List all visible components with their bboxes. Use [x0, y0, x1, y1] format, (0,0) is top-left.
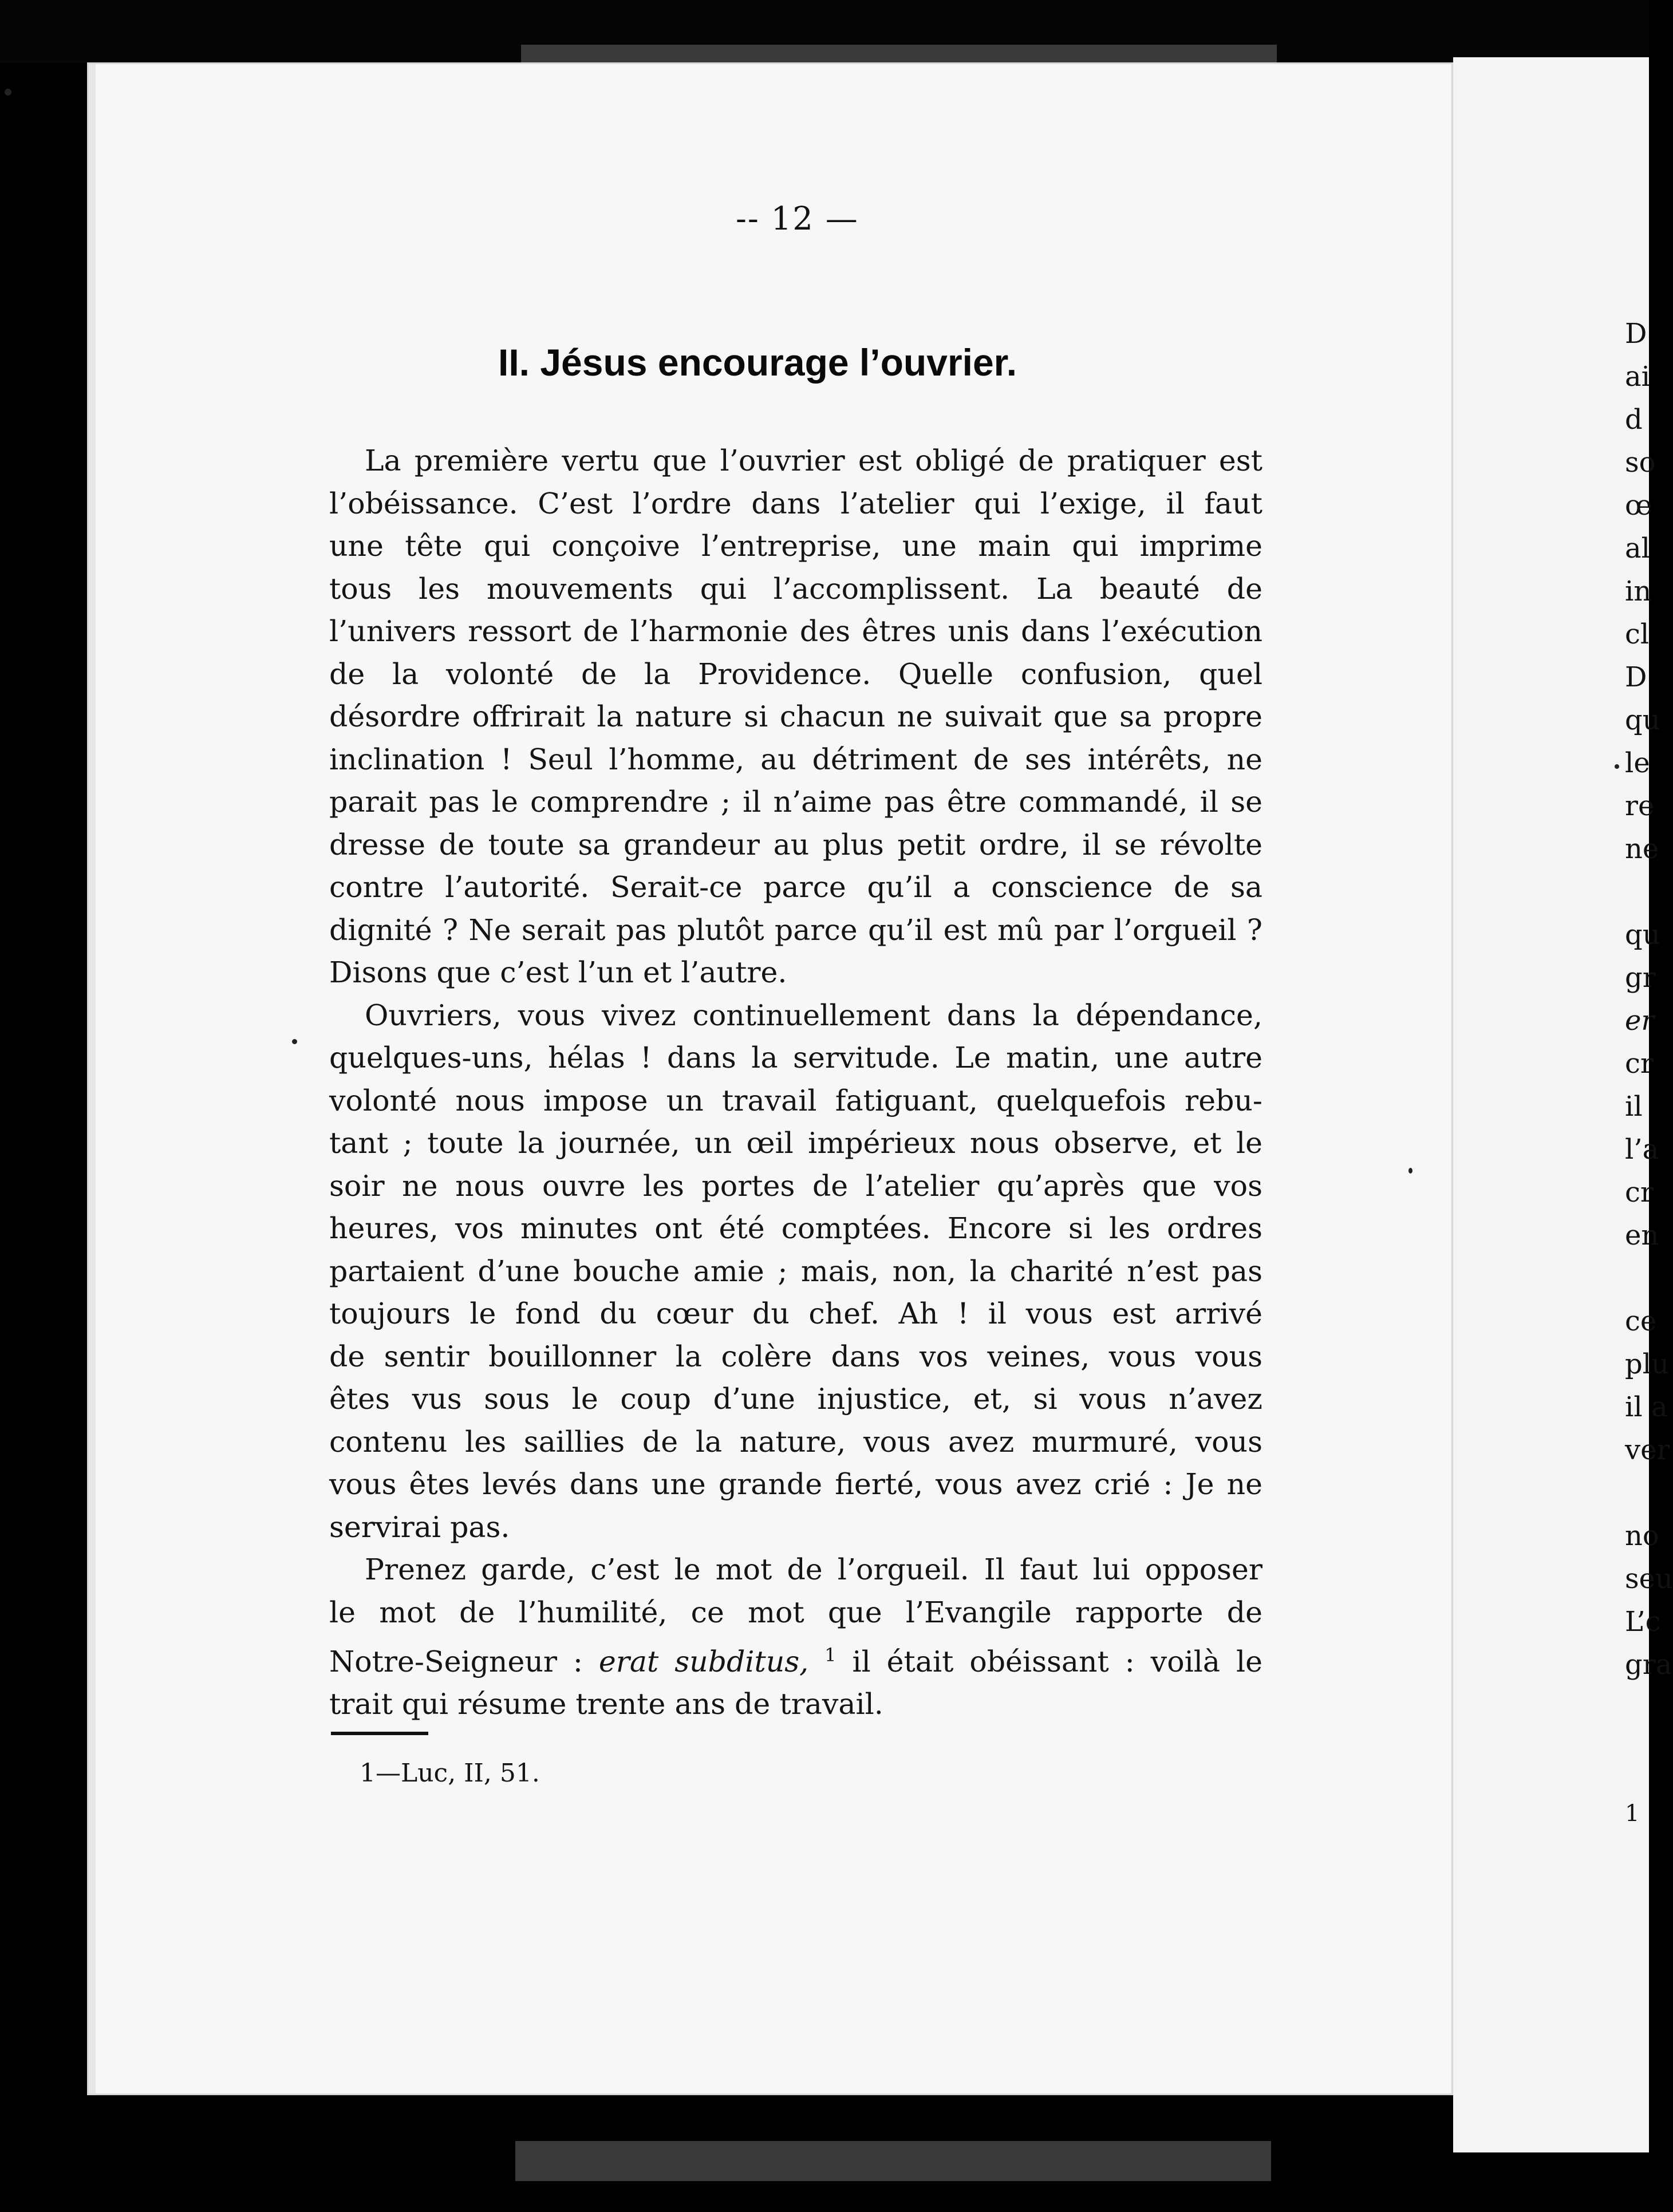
- facing-fragment: D: [1625, 661, 1647, 693]
- page-edge: [89, 64, 96, 2094]
- text-line: tous les mouvements qui l’accomplissent. La beauté de: [329, 571, 1262, 606]
- facing-fragment: œ: [1625, 489, 1652, 522]
- text-line: l’univers ressort de l’harmonie des êtres unis dans l’exécution: [329, 614, 1262, 648]
- text-line: l’obéissance. C’est l’ordre dans l’atelier qui l’exige, il faut: [329, 486, 1262, 520]
- scan-speck: [292, 1039, 297, 1044]
- facing-fragment: seu: [1625, 1563, 1673, 1595]
- text-line: servirai pas.: [329, 1510, 510, 1544]
- text-line: volonté nous impose un travail fatiguant, quelquefois rebu-: [329, 1083, 1262, 1117]
- text-line: soir ne nous ouvre les portes de l’atelier qu’après que vos: [329, 1168, 1262, 1203]
- footnote-rule: [331, 1732, 428, 1735]
- section-heading: II. Jésus encourage l’ouvrier.: [498, 341, 1017, 384]
- paragraph-1: [329, 440, 1262, 994]
- facing-fragment: il a: [1625, 1391, 1668, 1423]
- facing-fragment: plu: [1625, 1348, 1669, 1380]
- facing-fragment: l’a: [1625, 1133, 1659, 1166]
- page-number: -- 12 —: [736, 200, 859, 238]
- facing-fragment: er: [1625, 1005, 1655, 1037]
- facing-fragment: D: [1625, 318, 1647, 350]
- facing-fragment: gr: [1625, 962, 1656, 994]
- text-line: contre l’autorité. Serait-ce parce qu’il a conscience de sa: [329, 870, 1262, 904]
- text-line: partaient d’une bouche amie ; mais, non, la charité n’est pas: [329, 1254, 1262, 1288]
- text-line: contenu les saillies de la nature, vous avez murmuré, vous: [329, 1424, 1262, 1459]
- text-line: Prenez garde, c’est le mot de l’orgueil. Il faut lui opposer: [365, 1553, 1262, 1586]
- facing-fragment: gra: [1625, 1649, 1672, 1681]
- text-line: quelques-uns, hélas ! dans la servitude. Le matin, une autre: [329, 1041, 1262, 1075]
- facing-fragment: il: [1625, 1091, 1643, 1123]
- text-line: parait pas le comprendre ; il n’aime pas être commandé, il se: [329, 785, 1262, 819]
- facing-fragment: qu: [1625, 919, 1660, 951]
- text-line: de la volonté de la Providence. Quelle confusion, quel: [329, 657, 1262, 691]
- text-line: Disons que c’est l’un et l’autre.: [329, 955, 787, 989]
- text-line: dignité ? Ne serait pas plutôt parce qu’il est mû par l’orgueil ?: [329, 913, 1262, 947]
- facing-fragment: qu: [1625, 704, 1660, 736]
- text-line: de sentir bouillonner la colère dans vos veines, vous vous: [329, 1339, 1262, 1373]
- text-line: une tête qui conçoive l’entreprise, une main qui imprime: [329, 529, 1262, 563]
- facing-fragment: ver: [1625, 1434, 1670, 1466]
- scan-speck: [5, 89, 11, 96]
- text-line: inclination ! Seul l’homme, au détriment de ses intérêts, ne: [329, 742, 1262, 776]
- scan-speck: [1615, 764, 1619, 769]
- text-line: êtes vus sous le coup d’une injustice, et, si vous n’avez: [329, 1382, 1262, 1416]
- facing-fragment: so: [1625, 447, 1656, 479]
- facing-fragment: L’c: [1625, 1606, 1661, 1638]
- facing-fragment: al: [1625, 532, 1650, 564]
- text-line: Ouvriers, vous vivez continuellement dans la dépendance,: [365, 998, 1262, 1032]
- text-line: vous êtes levés dans une grande fierté, vous avez crié : Je ne: [329, 1467, 1262, 1501]
- facing-fragment: cl: [1625, 618, 1650, 650]
- text-line: La première vertu que l’ouvrier est obligé de pratiquer est: [365, 444, 1262, 477]
- text-segment: il était obéissant : voilà le: [836, 1644, 1262, 1678]
- footnote-marker: 1: [824, 1644, 836, 1666]
- footnote: 1—Luc, II, 51.: [360, 1759, 540, 1788]
- facing-fragment: le: [1625, 747, 1650, 779]
- facing-fragment: ce: [1625, 1305, 1657, 1337]
- paragraph-3: [329, 1549, 1262, 1726]
- text-line: toujours le fond du cœur du chef. Ah ! il vous est arrivé: [329, 1297, 1262, 1330]
- facing-fragment: re: [1625, 790, 1655, 822]
- facing-fragment: ai: [1625, 361, 1650, 393]
- facing-fragment: in: [1625, 575, 1652, 607]
- scan-speck: [1408, 1168, 1412, 1174]
- facing-fragment: en: [1625, 1219, 1659, 1251]
- facing-fragment: cr: [1625, 1176, 1654, 1208]
- facing-fragment: 1: [1625, 1800, 1640, 1827]
- text-line: dresse de toute sa grandeur au plus petit ordre, il se révolte: [329, 827, 1262, 862]
- text-line: désordre offrirait la nature si chacun ne suivait que sa propre: [329, 700, 1262, 733]
- text-line: heures, vos minutes ont été comptées. Encore si les ordres: [329, 1211, 1262, 1245]
- text-line: le mot de l’humilité, ce mot que l’Evangile rapporte de: [329, 1595, 1262, 1629]
- scan-strip-bottom: [515, 2141, 1271, 2181]
- latin-quote: erat subditus,: [598, 1644, 809, 1678]
- facing-fragment: d: [1625, 404, 1643, 436]
- body-text: [329, 440, 1262, 1726]
- text-segment: Notre-Seigneur :: [329, 1644, 599, 1678]
- facing-fragment: no: [1625, 1520, 1659, 1552]
- facing-page-edge: [1453, 57, 1673, 2152]
- text-line: [329, 1634, 1262, 1683]
- facing-fragment: ne: [1625, 833, 1659, 865]
- facing-fragment: cr: [1625, 1048, 1654, 1080]
- paragraph-2: [329, 994, 1262, 1549]
- text-line: trait qui résume trente ans de travail.: [329, 1687, 883, 1721]
- text-line: tant ; toute la journée, un œil impérieux nous observe, et le: [329, 1126, 1262, 1160]
